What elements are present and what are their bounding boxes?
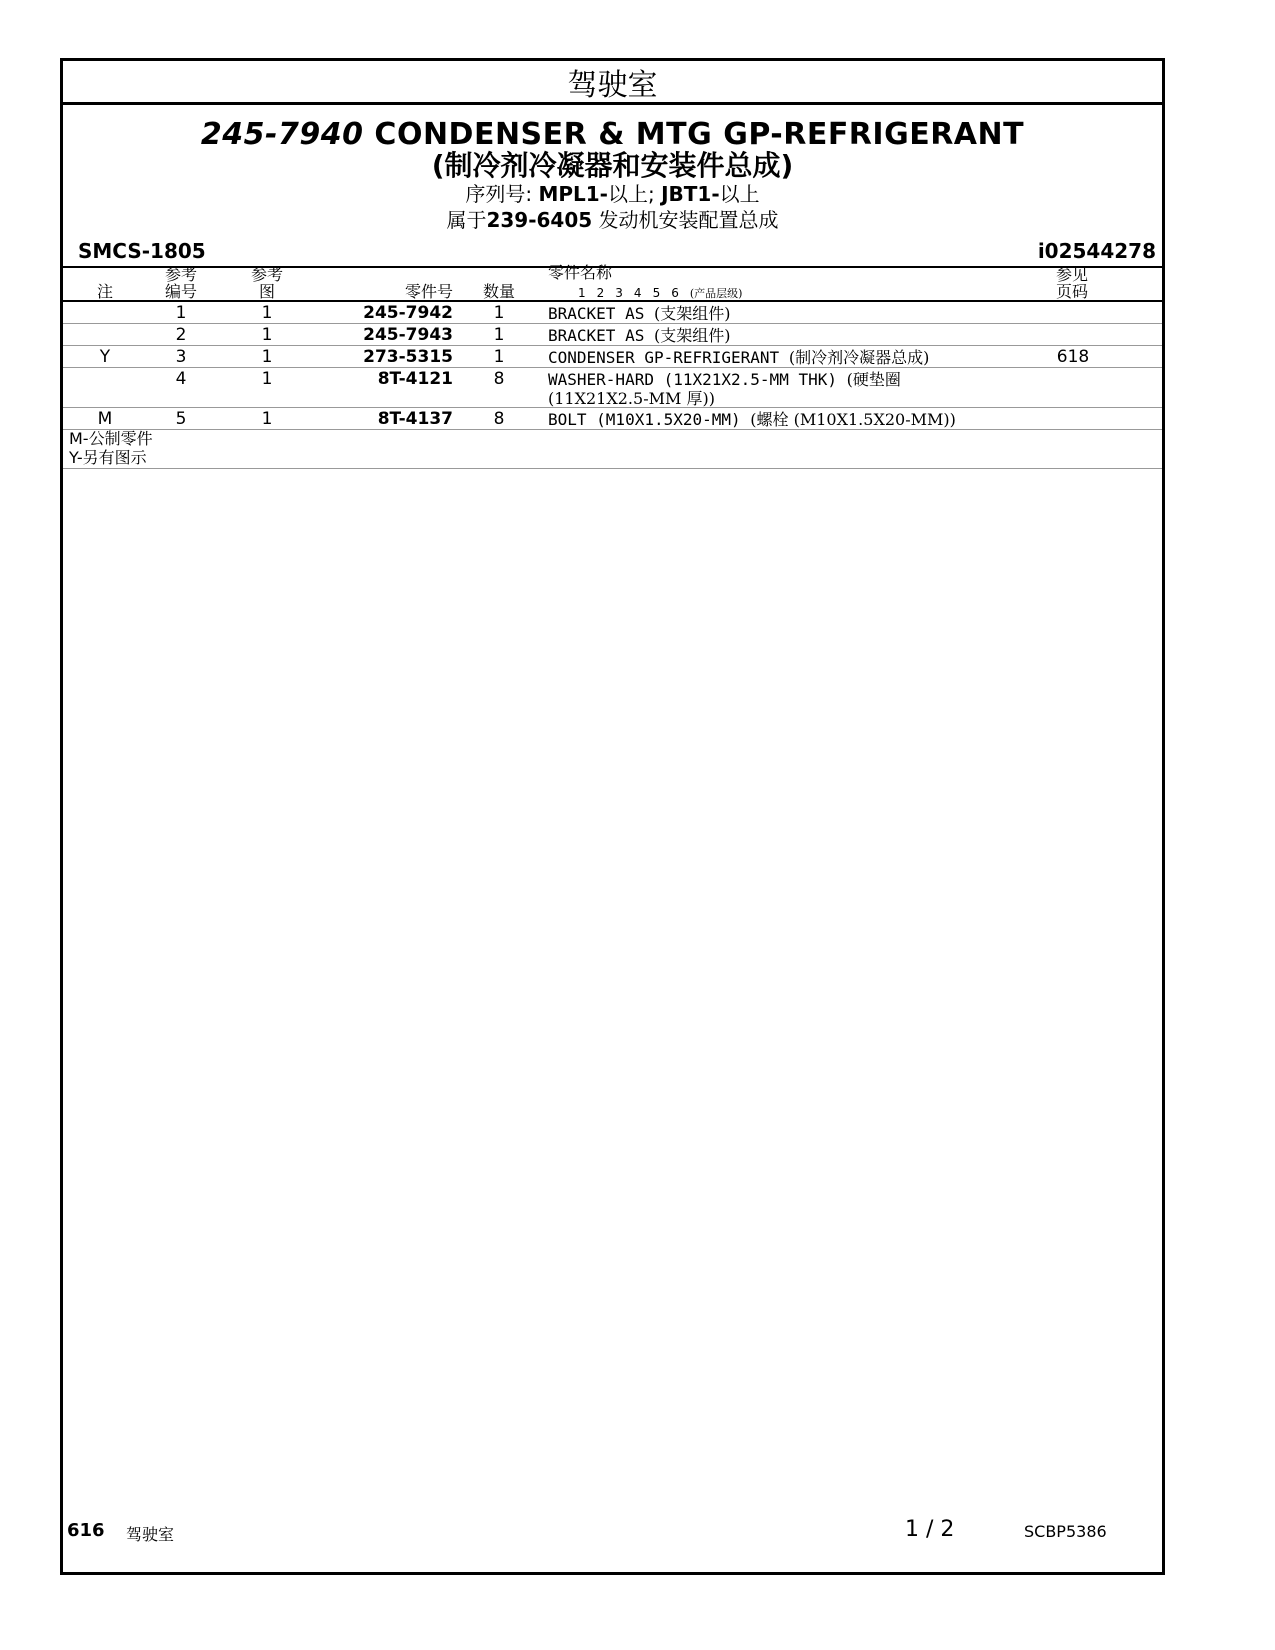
row-name-en: CONDENSER GP-REFRIGERANT (548, 348, 780, 367)
assembly-part-number: 245-7940 (200, 117, 364, 152)
belongs-part-number: 239-6405 (486, 208, 593, 232)
row-page: 618 (1056, 347, 1090, 367)
row-name (548, 370, 1028, 408)
document-id: i02544278 (1037, 239, 1156, 263)
row-fig: 1 (261, 409, 273, 429)
row-name-cn: (螺栓 (M10X1.5X20-MM)) (750, 410, 956, 429)
serial-label: 序列号: (465, 182, 533, 206)
col-header-ref-no (159, 266, 203, 300)
legend-text: 另有图示 (82, 448, 147, 467)
col-header-fig (245, 266, 289, 300)
footer-code: SCBP5386 (1024, 1522, 1107, 1541)
row-ref-no: 3 (175, 347, 187, 367)
serial-prefix-2: JBT1- (661, 182, 720, 206)
row-name-en: BOLT (M10X1.5X20-MM) (548, 410, 741, 429)
belongs-line (63, 207, 1162, 233)
belongs-desc: 发动机安装配置总成 (598, 208, 779, 232)
row-qty: 1 (493, 347, 505, 367)
serial-suffix-1: 以上; (607, 182, 655, 206)
row-part-number: 245-7942 (363, 303, 453, 323)
col-header-fig-line1: 参考 (250, 265, 283, 284)
belongs-prefix: 属于 (446, 208, 487, 232)
footer-page-number: 616 (67, 1520, 105, 1541)
row-qty: 8 (493, 409, 505, 429)
row-qty: 8 (493, 369, 505, 389)
serial-line (63, 181, 1162, 207)
legend-item (69, 429, 153, 448)
table-row (63, 324, 1162, 346)
col-header-fig-line2: 图 (258, 282, 275, 301)
footer-section: 驾驶室 (126, 1525, 175, 1544)
col-header-note: 注 (96, 282, 113, 301)
level-digit: 4 (633, 286, 642, 300)
title-block (63, 119, 1162, 233)
row-fig: 1 (261, 325, 273, 345)
divider (63, 468, 1162, 469)
row-name-en: WASHER-HARD (11X21X2.5-MM THK) (548, 370, 837, 389)
row-qty: 1 (493, 303, 505, 323)
row-name (548, 326, 1028, 345)
row-part-number: 8T-4121 (377, 369, 453, 389)
row-ref-no: 2 (175, 325, 187, 345)
col-header-ref-no-line2: 编号 (164, 282, 197, 301)
col-header-qty: 数量 (482, 282, 515, 301)
table-row (63, 408, 1162, 430)
col-header-page-line2: 页码 (1055, 282, 1088, 301)
smcs-code: SMCS-1805 (78, 239, 206, 263)
level-digit: 2 (596, 286, 605, 300)
page-frame (60, 58, 1165, 1575)
row-name-cn: (硬垫圈 (846, 370, 901, 389)
row-fig: 1 (261, 303, 273, 323)
legend-code: Y- (69, 448, 83, 467)
table-row (63, 302, 1162, 324)
row-fig: 1 (261, 369, 273, 389)
row-name-cn: (制冷剂冷凝器总成) (788, 348, 930, 367)
serial-prefix-1: MPL1- (538, 182, 608, 206)
level-digit: 3 (615, 286, 623, 300)
row-ref-no: 5 (175, 409, 187, 429)
row-name (548, 348, 1028, 367)
row-fig: 1 (261, 347, 273, 367)
row-name-en: BRACKET AS (548, 326, 645, 345)
divider (63, 266, 1162, 268)
row-ref-no: 4 (175, 369, 187, 389)
row-qty: 1 (493, 325, 505, 345)
row-name (548, 304, 1028, 323)
level-digit: 6 (671, 286, 679, 300)
col-header-ref-no-line1: 参考 (164, 265, 197, 284)
row-name-cn: (支架组件) (653, 326, 731, 345)
level-digit: 5 (652, 286, 661, 300)
level-digit: 1 (578, 286, 586, 300)
page-title (63, 119, 1162, 151)
row-name-en: BRACKET AS (548, 304, 645, 323)
row-name-cn: (支架组件) (653, 304, 731, 323)
row-note: M (97, 409, 113, 429)
row-name (548, 410, 1028, 429)
col-header-page (1050, 266, 1094, 300)
assembly-name: CONDENSER & MTG GP-REFRIGERANT (374, 117, 1025, 152)
row-ref-no: 1 (175, 303, 187, 323)
assembly-name-cn: (制冷剂冷凝器和安装件总成) (431, 149, 794, 182)
level-digits (578, 285, 753, 301)
row-name-cn-continued: (11X21X2.5-MM 厚)) (548, 389, 715, 408)
row-part-number: 245-7943 (363, 325, 453, 345)
serial-suffix-2: 以上 (719, 182, 760, 206)
row-part-number: 273-5315 (363, 347, 453, 367)
legend (69, 429, 153, 467)
footer-sheet: 1 / 2 (905, 1517, 955, 1542)
section-header: 驾驶室 (63, 61, 1162, 105)
table-row (63, 346, 1162, 368)
table-row (63, 368, 1162, 408)
row-note: Y (99, 347, 111, 367)
legend-item (69, 448, 153, 467)
legend-text: 公制零件 (88, 429, 153, 448)
row-part-number: 8T-4137 (377, 409, 453, 429)
col-header-part-no: 零件号 (404, 282, 453, 301)
col-header-page-line1: 参见 (1055, 265, 1088, 284)
col-header-name: 零件名称 (548, 263, 613, 282)
legend-code: M- (69, 429, 89, 448)
level-note: (产品层级) (689, 287, 743, 300)
